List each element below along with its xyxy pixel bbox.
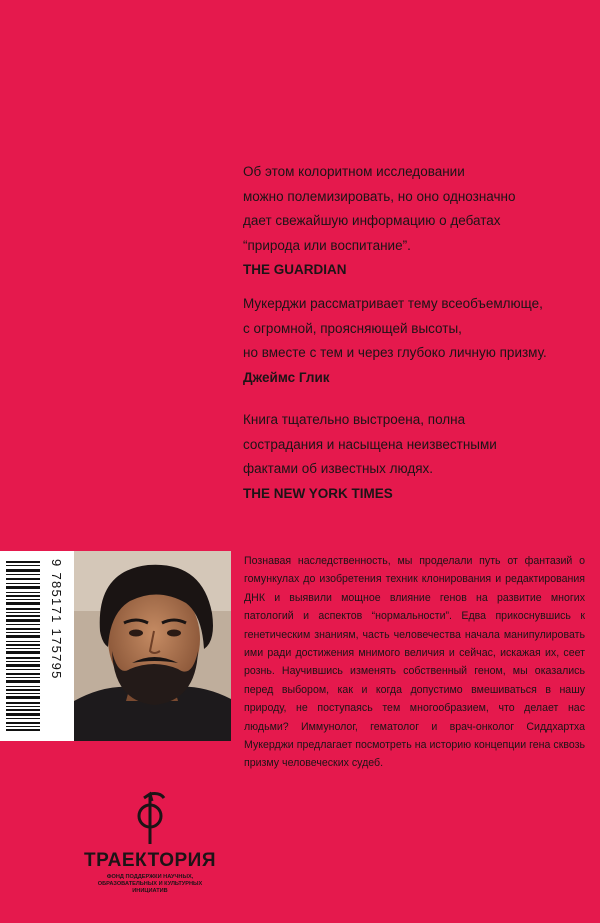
review-source: Джеймс Глик (243, 369, 330, 385)
review-line: Мукерджи рассматривает тему всеобъемлюще, (243, 296, 543, 311)
review-line: сострадания и насыщена неизвестными (243, 436, 497, 452)
review-line: Книга тщательно выстроена, полна (243, 412, 466, 427)
review-guardian (243, 160, 516, 283)
trajectory-logo-icon (128, 790, 172, 846)
review-source: THE GUARDIAN (243, 262, 347, 277)
review-line: “природа или воспитание”. (243, 237, 411, 253)
book-description: Познавая наследственность, мы проделали путь от фантазий о гомункулах до изобретения техник клонирования и редактирования ДНК и выявили мощное влияние генов на развитие многих патологий и аспектов “нормальности”. Едва прикоснувшись к генетическим знаниям, часть человечества начала манипулировать ими ради достижения мнимого величия и сейчас, искажая их, сеет рознь. Научившись изменять собственный геном, мы оказались перед выбором, как и когда допустимо вмешиваться в нашу природу, не поступаясь тем многообразием, что делает нас людьми? Иммунолог, гематолог и врач-онколог Сиддхартха Мукерджи предлагает посмотреть на историю концепции гена сквозь призму человеческих судеб. (244, 555, 585, 770)
review-line: Об этом колоритном исследовании (243, 164, 465, 179)
author-photo (74, 551, 231, 741)
author-portrait-image (74, 551, 231, 741)
review-line: дает свежайшую информацию о дебатах (243, 213, 501, 228)
publisher-name: ТРАЕКТОРИЯ (84, 850, 216, 871)
review-nyt (243, 408, 497, 506)
review-line: с огромной, проясняющей высоты, (243, 320, 462, 336)
isbn-barcode (0, 551, 74, 741)
publisher-tagline: ФОНД ПОДДЕРЖКИ НАУЧНЫХ, ОБРАЗОВАТЕЛЬНЫХ И КУЛЬТУРНЫХ ИНИЦИАТИВ (97, 874, 203, 894)
review-gleick (243, 292, 547, 390)
review-line: можно полемизировать, но оно однозначно (243, 188, 516, 204)
review-source: THE NEW YORK TIMES (243, 485, 393, 501)
review-line: но вместе с тем и через глубоко личную призму. (243, 345, 547, 360)
review-line: фактами об известных людях. (243, 461, 434, 476)
isbn-digits: 9 785171 175795 (49, 559, 64, 680)
publisher-logo (80, 790, 220, 895)
